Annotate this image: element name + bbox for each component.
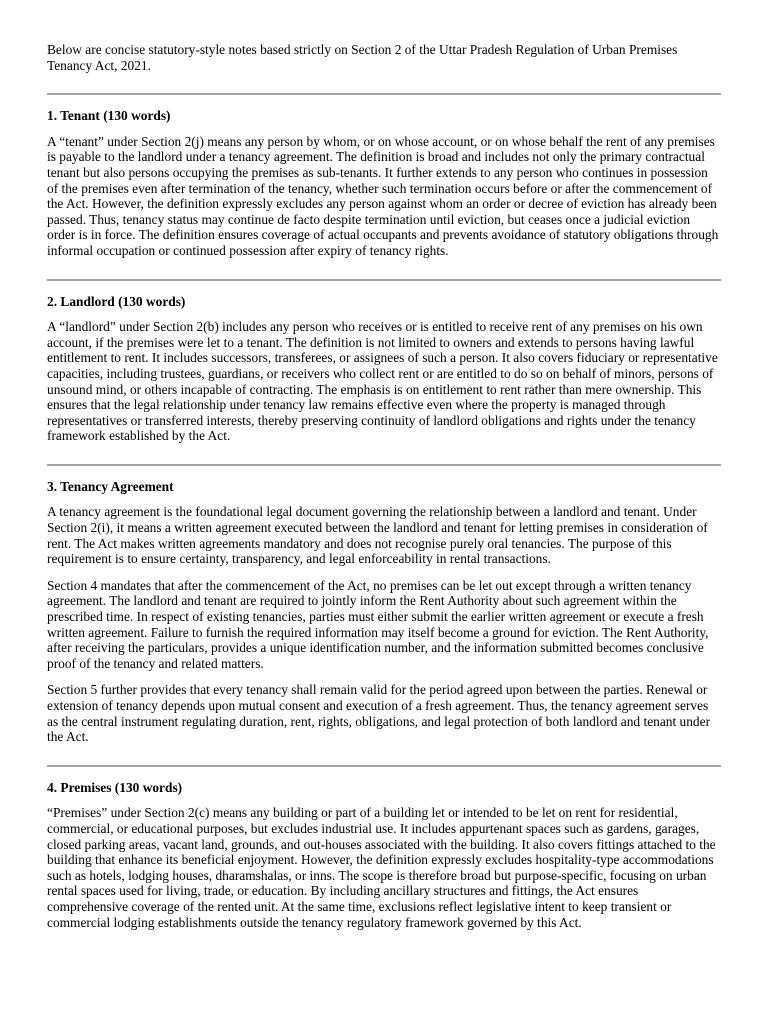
section-tenant [47, 108, 721, 258]
section-paragraph: Section 4 mandates that after the commencement of the Act, no premises can be let out except through a written tenancy agreement. The landlord and tenant are required to jointly inform the Rent Authority about such agreement within the prescribed time. In respect of existing tenancies, parties must either submit the earlier written agreement or execute a fresh written agreement. Failure to furnish the required information may itself become a ground for eviction. The Rent Authority, after receiving the particulars, provides a unique identification number, and the information submitted becomes conclusive proof of the tenancy and related matters. [47, 577, 709, 671]
section-landlord [47, 294, 721, 444]
section-heading: 3. Tenancy Agreement [47, 478, 174, 494]
section-tenancy-agreement [47, 479, 721, 745]
section-paragraph: Section 5 further provides that every tenancy shall remain valid for the period agreed upon between the parties. Renewal or extension of tenancy depends upon mutual consent and execution of a fresh agreement. Thus, the tenancy agreement serves as the central instrument regulating duration, rent, rights, obligations, and legal protection of both landlord and tenant under the Act. [47, 682, 711, 745]
section-divider [47, 464, 721, 466]
section-divider [47, 765, 721, 767]
intro-text: Below are concise statutory-style notes based strictly on Section 2 of the Uttar Pradesh Regulation of Urban Premises Tenancy Act, 2021. [47, 42, 678, 73]
section-paragraph: A “tenant” under Section 2(j) means any person by whom, or on whose account, or on whose behalf the rent of any premises is payable to the landlord under a tenancy agreement. The definition is broad and includes not only the primary contractual tenant but also persons occupying the premises as sub-tenants. It further extends to any person who continues in possession of the premises even after termination of the tenancy, whether such termination occurs before or after the commencement of the Act. However, the definition expressly excludes any person against whom an order or decree of eviction has already been passed. Thus, tenancy status may continue de facto despite termination until eviction, but ceases once a judicial eviction order is in force. The definition ensures coverage of actual occupants and prevents avoidance of statutory obligations through informal occupation or continued possession after expiry of tenancy rights. [47, 133, 719, 258]
section-divider [47, 279, 721, 281]
section-paragraph: A tenancy agreement is the foundational legal document governing the relationship between a landlord and tenant. Under Section 2(i), it means a written agreement executed between the landlord and tenant for letting premises in consideration of rent. The Act makes written agreements mandatory and does not recognise purely oral tenancies. The purpose of this requirement is to ensure certainty, transparency, and legal enforceability in rental transactions. [47, 504, 708, 567]
section-premises [47, 780, 721, 930]
section-paragraph: “Premises” under Section 2(c) means any building or part of a building let or intended to be let on rent for residential, commercial, or educational purposes, but excludes industrial use. It includes appurtenant spaces such as gardens, garages, closed parking areas, vacant land, grounds, and out-houses associated with the building. It also covers fittings attached to the building that enhance its beneficial enjoyment. However, the definition expressly excludes hospitality-type accommodations such as hotels, lodging houses, dharamshalas, or inns. The scope is therefore broad but purpose-specific, focusing on urban rental spaces used for living, trade, or education. By including ancillary structures and fittings, the Act ensures comprehensive coverage of the rented unit. At the same time, exclusions reflect legislative intent to keep transient or commercial lodging establishments outside the tenancy regulatory framework governed by this Act. [47, 805, 716, 930]
section-divider [47, 93, 721, 95]
section-heading: 2. Landlord (130 words) [47, 293, 186, 309]
section-heading: 4. Premises (130 words) [47, 779, 183, 795]
section-heading: 1. Tenant (130 words) [47, 108, 171, 124]
section-paragraph: A “landlord” under Section 2(b) includes any person who receives or is entitled to receive rent of any premises on his own account, if the premises were let to a tenant. The definition is not limited to owners and extends to persons having lawful entitlement to rent. It includes successors, transferees, or assignees of such a person. It also covers fiduciary or representative capacities, including trustees, guardians, or receivers who collect rent or are entitled to do so on behalf of minors, persons of unsound mind, or others incapable of contracting. The emphasis is on entitlement to rent rather than mere ownership. This ensures that the legal relationship under tenancy law remains effective even where the property is managed through representatives or transferred interests, thereby preserving continuity of landlord obligations and rights under the tenancy framework established by the Act. [47, 319, 718, 444]
